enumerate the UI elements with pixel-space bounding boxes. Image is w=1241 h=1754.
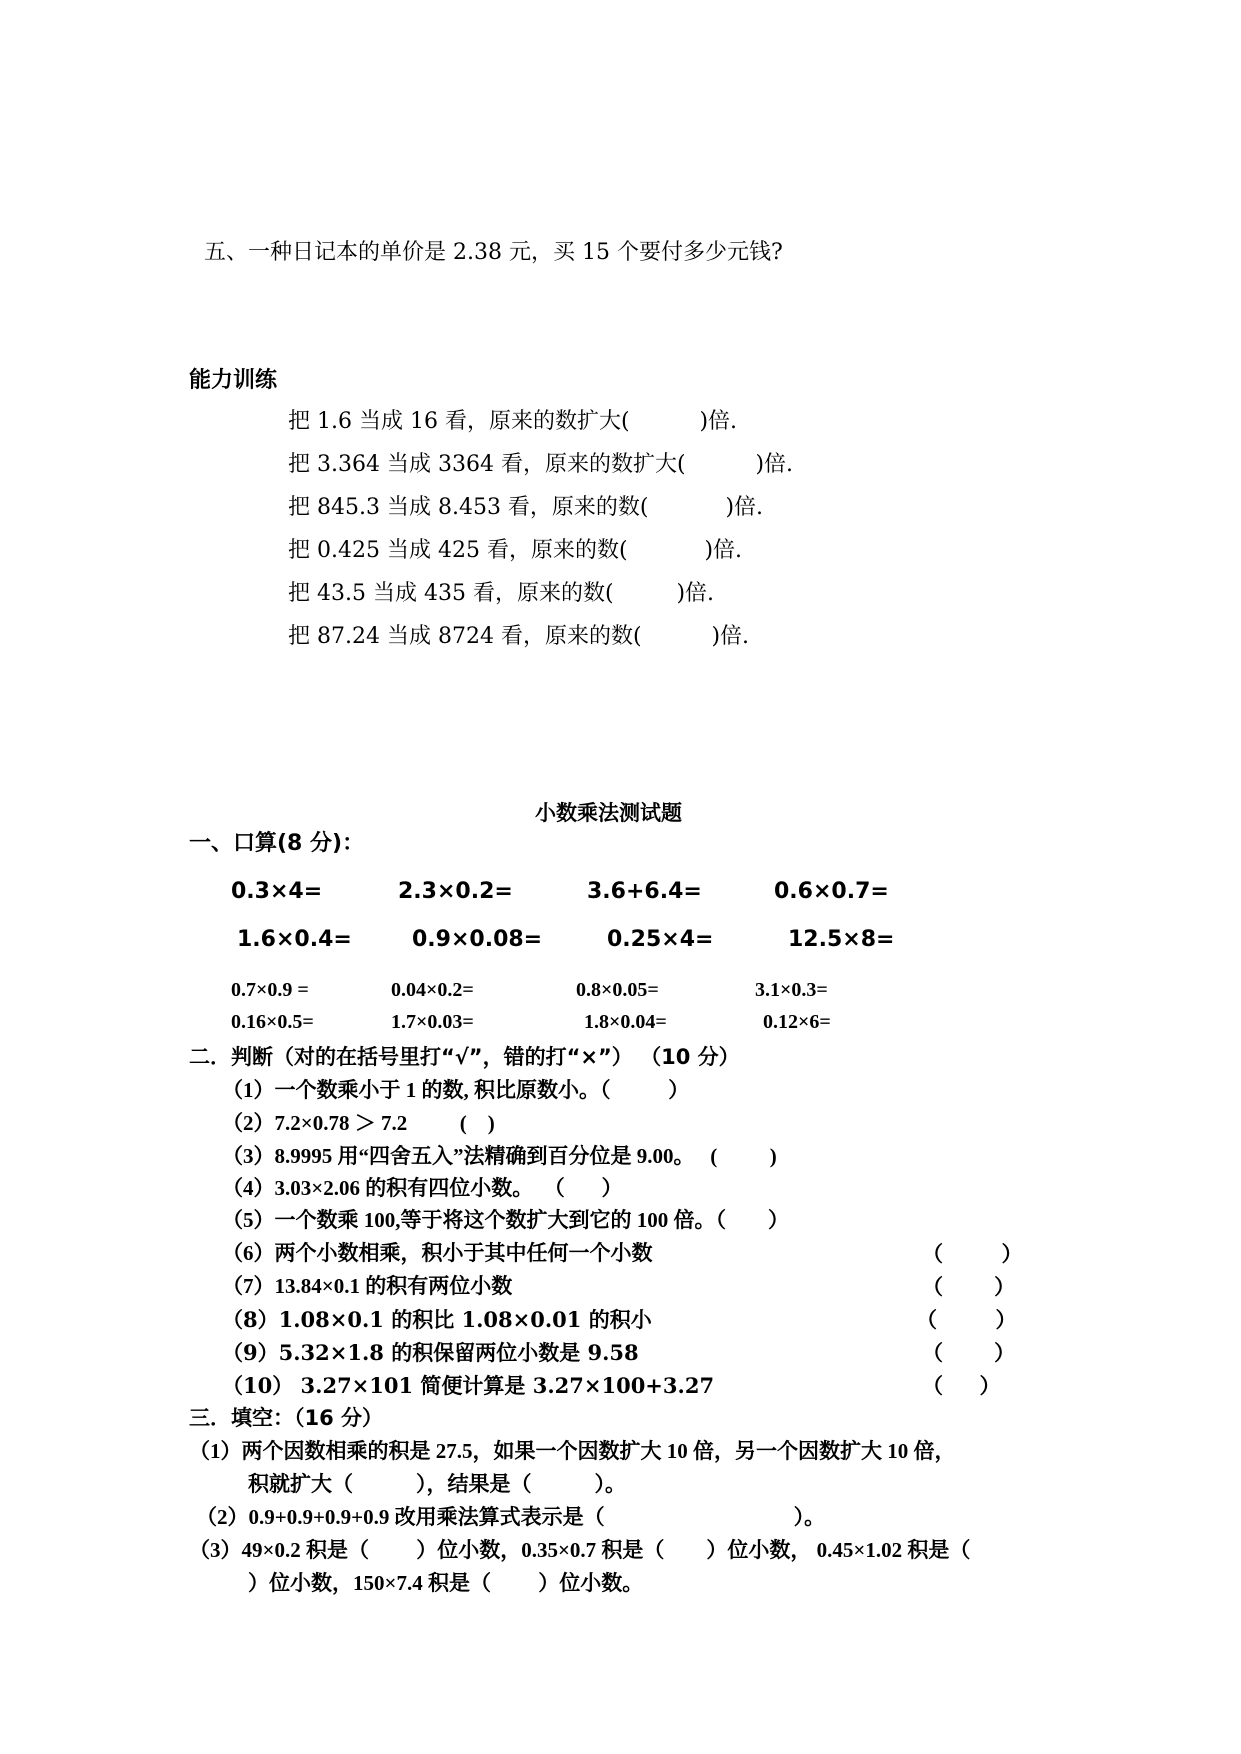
oral-item: 3.1×0.3= <box>755 979 828 1001</box>
ability-line: 把 3.364 当成 3364 看，原来的数扩大( )倍. <box>288 452 794 477</box>
ability-line: 把 0.425 当成 425 看，原来的数( )倍. <box>288 538 743 563</box>
oral-item: 0.8×0.05= <box>576 979 659 1001</box>
judge-paren: （ ） <box>916 1307 1017 1332</box>
ability-line: 把 1.6 当成 16 看，原来的数扩大( )倍. <box>288 409 738 434</box>
oral-item: 0.7×0.9 = <box>231 979 309 1001</box>
oral-item: 1.8×0.04= <box>584 1011 667 1033</box>
section1-heading: 一、口算(8 分)： <box>189 831 365 856</box>
oral-item: 2.3×0.2= <box>398 879 513 904</box>
oral-item: 0.9×0.08= <box>412 927 543 952</box>
ability-line: 把 845.3 当成 8.453 看，原来的数( )倍. <box>288 495 764 520</box>
judge-item: （8）1.08×0.1 的积比 1.08×0.01 的积小 <box>222 1307 652 1332</box>
judge-item: （1）一个数乘小于 1 的数, 积比原数小。（ ） <box>222 1078 690 1102</box>
oral-item: 0.3×4= <box>231 879 323 904</box>
oral-item: 0.25×4= <box>607 927 714 952</box>
oral-item: 0.04×0.2= <box>391 979 474 1001</box>
fill-line: 积就扩大（ ），结果是（ ）。 <box>248 1472 626 1496</box>
judge-paren: （ ） <box>922 1373 1001 1398</box>
judge-item: （6）两个小数相乘，积小于其中任何一个小数 <box>222 1241 653 1265</box>
oral-item: 0.16×0.5= <box>231 1011 314 1033</box>
ability-training-title: 能力训练 <box>189 368 278 393</box>
oral-item: 0.12×6= <box>763 1011 831 1033</box>
judge-item: （9）5.32×1.8 的积保留两位小数是 9.58 <box>222 1340 639 1365</box>
oral-item: 1.6×0.4= <box>237 927 352 952</box>
judge-item: （5）一个数乘 100,等于将这个数扩大到它的 100 倍。（ ） <box>222 1208 789 1232</box>
fill-line: （2）0.9+0.9+0.9+0.9 改用乘法算式表示是（ ）。 <box>196 1505 826 1529</box>
oral-item: 1.7×0.03= <box>391 1011 474 1033</box>
oral-item: 0.6×0.7= <box>774 879 889 904</box>
fill-line: ）位小数，150×7.4 积是（ ）位小数。 <box>248 1571 644 1595</box>
fill-line: （1）两个因数相乘的积是 27.5，如果一个因数扩大 10 倍，另一个因数扩大 10 倍， <box>189 1439 956 1463</box>
judge-item: （10） 3.27×101 简便计算是 3.27×100+3.27 <box>222 1373 715 1398</box>
judge-item: （3）8.9995 用“四舍五入”法精确到百分位是 9.00。 ( ) <box>222 1144 777 1168</box>
judge-paren: （ ） <box>922 1340 1016 1365</box>
fill-line: （3）49×0.2 积是（ ）位小数，0.35×0.7 积是（ ）位小数， 0.45×1.02 积是（ <box>189 1538 971 1562</box>
judge-paren: （ ） <box>922 1241 1023 1266</box>
ability-line: 把 43.5 当成 435 看，原来的数( )倍. <box>288 581 715 606</box>
oral-item: 12.5×8= <box>788 927 895 952</box>
test-title: 小数乘法测试题 <box>535 801 682 825</box>
judge-paren: （ ） <box>922 1274 1016 1299</box>
section2-heading: 二．判断（对的在括号里打“√”，错的打“×”） （10 分） <box>189 1045 740 1069</box>
judge-item: （7）13.84×0.1 的积有两位小数 <box>222 1274 513 1298</box>
judge-item: （2）7.2×0.78 ＞ 7.2 ( ) <box>222 1111 495 1135</box>
ability-line: 把 87.24 当成 8724 看，原来的数( )倍. <box>288 624 750 649</box>
question-5: 五、一种日记本的单价是 2.38 元，买 15 个要付多少元钱? <box>204 240 783 265</box>
judge-item: （4）3.03×2.06 的积有四位小数。 （ ） <box>222 1176 623 1200</box>
section3-heading: 三．填空：（16 分） <box>189 1406 384 1430</box>
oral-item: 3.6+6.4= <box>587 879 702 904</box>
